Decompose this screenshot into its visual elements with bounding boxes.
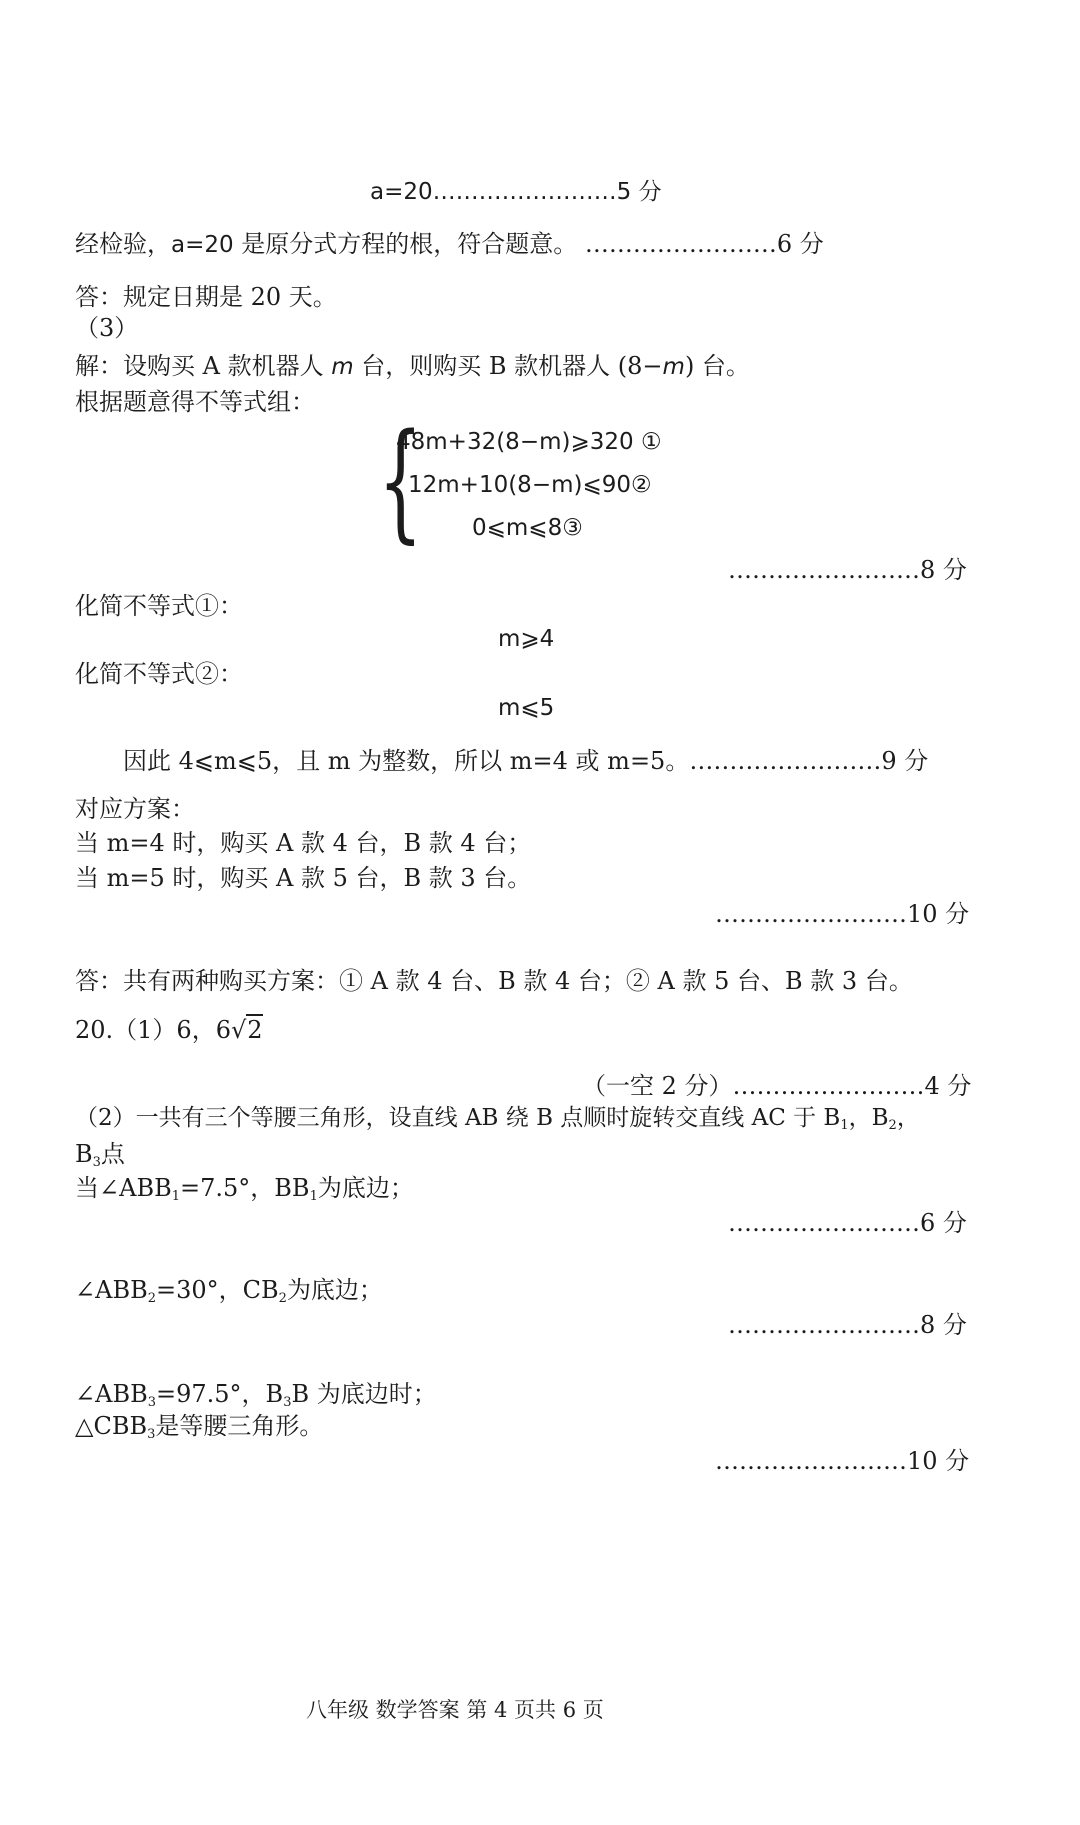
line-inequality-intro: 根据题意得不等式组：	[75, 388, 315, 416]
text: =30°，CB	[156, 1276, 279, 1304]
line-part3-label: （3）	[75, 314, 139, 342]
text: ，B	[848, 1105, 889, 1131]
plans-title: 对应方案：	[75, 795, 195, 823]
subscript: 3	[92, 1155, 101, 1170]
line-a-equals-20: a=20……………………5 分	[370, 179, 662, 205]
case-3-triangle	[75, 1412, 324, 1442]
plan-2: 当 m=5 时，购买 A 款 5 台，B 款 3 台。	[75, 864, 532, 892]
simplify-result-1: m⩾4	[498, 626, 555, 652]
text: △CBB	[75, 1412, 148, 1440]
math: a=20	[171, 232, 234, 258]
text: =7.5°，BB	[180, 1174, 310, 1202]
text: 解：设购买 A 款机器人	[75, 352, 332, 380]
inequality-3: 0⩽m⩽8③	[472, 515, 583, 541]
line-answer-days: 答：规定日期是 20 天。	[75, 283, 337, 311]
text: B 为底边时；	[291, 1380, 437, 1408]
score-8: ……………………8 分	[728, 556, 967, 584]
conclusion-line: 因此 4⩽m⩽5，且 m 为整数，所以 m=4 或 m=5。……………………9 分	[123, 747, 929, 775]
simplify-result-2: m⩽5	[498, 695, 555, 721]
sqrt: √2	[230, 1016, 263, 1044]
subscript: 2	[278, 1291, 287, 1306]
subscript: 2	[888, 1118, 897, 1133]
subscript: 2	[147, 1291, 156, 1306]
text: 为底边；	[317, 1174, 414, 1202]
text: ∠ABB	[75, 1276, 148, 1304]
text: ，	[896, 1105, 920, 1131]
q20-part2-line1	[75, 1105, 920, 1133]
subscript: 3	[147, 1427, 156, 1442]
text: 点	[100, 1140, 125, 1168]
case-1	[75, 1174, 414, 1204]
score-10-a: ……………………10 分	[715, 900, 970, 928]
text: 是等腰三角形。	[155, 1412, 324, 1440]
text: 经检验，	[75, 230, 171, 258]
simplify-label-1: 化简不等式①：	[75, 592, 243, 620]
text: （2）一共有三个等腰三角形，设直线 AB 绕 B 点顺时旋转交直线 AC 于 B	[75, 1105, 841, 1131]
subscript: 1	[309, 1189, 318, 1204]
subscript: 3	[147, 1395, 156, 1410]
case-3	[75, 1380, 437, 1410]
subscript: 1	[840, 1118, 849, 1133]
text: 台，则购买 B 款机器人 (8−	[353, 352, 663, 380]
q20-part2-line2: $B_3$点	[75, 1140, 125, 1170]
inequality-1: 48m+32(8−m)⩾320 ①	[396, 429, 662, 455]
inequality-2: 12m+10(8−m)⩽90②	[408, 472, 652, 498]
text: 当∠ABB	[75, 1174, 172, 1202]
text: 是原分式方程的根，符合题意。 ……………………6 分	[233, 230, 824, 258]
text: 为底边；	[286, 1276, 383, 1304]
simplify-label-2: 化简不等式②：	[75, 660, 243, 688]
math: m	[662, 354, 685, 380]
q20-part1-score: （一空 2 分）……………………4 分	[582, 1072, 972, 1100]
subscript: 1	[171, 1189, 180, 1204]
line-verification	[75, 232, 824, 257]
plan-1: 当 m=4 时，购买 A 款 4 台，B 款 4 台；	[75, 829, 532, 857]
radicand: 2	[247, 1016, 263, 1044]
line-solution-setup	[75, 354, 750, 379]
score-8-b: ……………………8 分	[728, 1311, 967, 1339]
subscript: 3	[283, 1395, 292, 1410]
text: ∠ABB	[75, 1380, 148, 1408]
case-2	[75, 1276, 383, 1306]
text: ) 台。	[684, 352, 750, 380]
q20-part1	[75, 1018, 263, 1042]
final-answer: 答：共有两种购买方案：① A 款 4 台、B 款 4 台；② A 款 5 台、B 款 3 台。	[75, 967, 913, 995]
page-footer: 八年级 数学答案 第 4 页共 6 页	[306, 1698, 604, 1722]
math: m	[331, 354, 354, 380]
brace-symbol: {	[378, 407, 423, 556]
text: =97.5°，B	[156, 1380, 284, 1408]
score-6: ……………………6 分	[728, 1209, 967, 1237]
text: 20.（1）6，6	[75, 1016, 231, 1044]
score-10-b: ……………………10 分	[715, 1447, 970, 1475]
